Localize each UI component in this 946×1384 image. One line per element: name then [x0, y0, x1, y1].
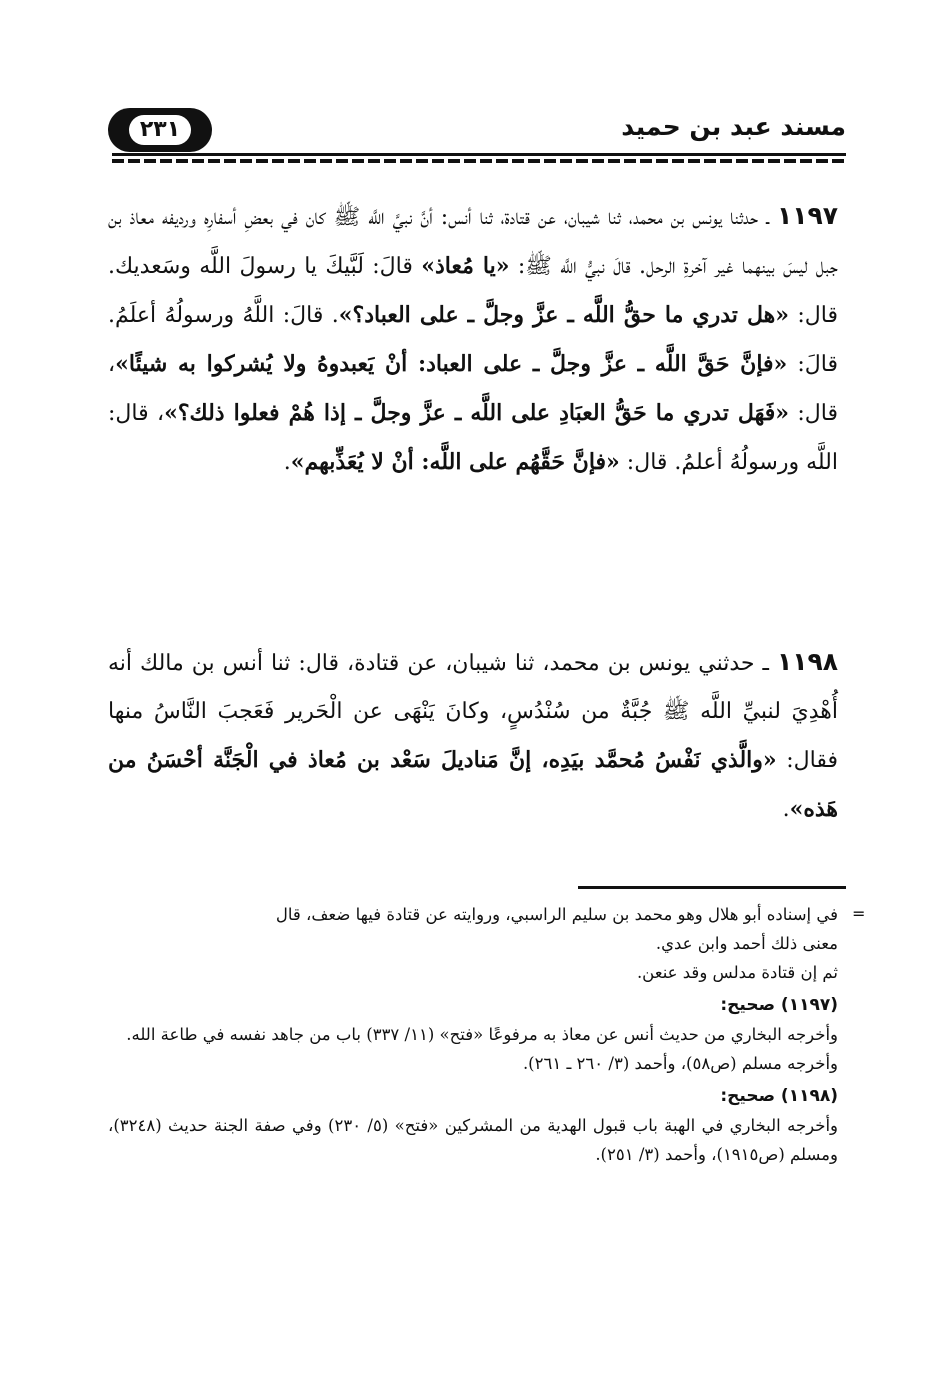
hadith-text: ، قال: — [108, 352, 839, 426]
hadith-1198 — [108, 638, 838, 834]
hadith-text: حدثني يونس بن محمد، ثنا شيبان، عن قتادة، قال: ثنا أنس بن مالك أنه أُهْدِيَ لنبيِّ اللَّه ﷺ جُبَّةٌ من سُنْدُسٍ، وكانَ يَنْهَى عن الْحَرير فَعَجبَ النَّاسُ منها فقال: — [108, 651, 838, 773]
book-title: مسند عبد بن حميد — [621, 112, 846, 141]
hadith-text: ، قال: اللَّه ورسولُهُ أعلمُ. قال: — [108, 401, 838, 475]
footnote-paragraph: وأخرجه البخاري في الهبة باب قبول الهدية من المشركين «فتح» (٥/ ٢٣٠) وفي صفة الجنة حديث (٣٢٤٨)، ومسلم (ص١٩١٥)، وأحمد (٣/ ٢٥١). — [108, 1116, 839, 1164]
prophet-quote: «فإنَّ حَقَّ اللَّه ـ عزَّ وجلَّ ـ على العباد: أنْ يَعبدوهُ ولا يُشركوا به شيئًا» — [115, 351, 788, 377]
hadith-text: . — [782, 797, 790, 822]
footnote-heading-1198: (١١٩٨) صحيح: — [720, 1086, 838, 1106]
hadith-text: . قالَ: اللَّهُ ورسولُهُ أعلَمُ. قالَ: — [108, 303, 838, 377]
prophet-quote: «والَّذي نَفْسُ مُحمَّد بيَدِه، إنَّ مَناديلَ سَعْد بن مُعاذ في الْجَنَّة أحْسَنُ من هَذه» — [108, 747, 838, 822]
prophet-quote: «فَهَل تدري ما حَقُّ العبَادِ على اللَّه ـ عزَّ وجلَّ ـ إذا هُمْ فعلوا ذلك؟» — [164, 400, 789, 426]
footnote-separator — [578, 886, 846, 889]
prophet-quote: «هل تدري ما حقُّ اللَّه ـ عزَّ وجلَّ ـ على العباد؟» — [338, 302, 789, 328]
page-number: ٢٣١ — [129, 115, 191, 145]
dash: ـ — [754, 651, 777, 676]
footnote-continuation-mark: = — [852, 904, 866, 923]
dash: ـ — [758, 205, 777, 230]
footnote-paragraph: وأخرجه مسلم (ص٥٨)، وأحمد (٣/ ٢٦٠ ـ ٢٦١). — [522, 1054, 838, 1073]
prophet-quote: «فإنَّ حَقَّهُم على اللَّه: أنْ لا يُعَذِّبهم» — [290, 449, 620, 475]
header-rule — [112, 153, 846, 156]
hadith-1197 — [108, 192, 838, 487]
footnote-heading-1197: (١١٩٧) صحيح: — [720, 995, 838, 1015]
hadith-text: قالَ: لَبَّيكَ يا رسولَ اللَّه وسَعديك. قال: — [108, 254, 839, 328]
header-dashed-rule — [112, 159, 846, 163]
footnote-paragraph: وأخرجه البخاري من حديث أنس عن معاذ به مرفوعًا «فتح» (١١/ ٣٣٧) باب من جاهد نفسه في طاعة الله. — [126, 1025, 838, 1044]
hadith-number: ١١٩٧ — [776, 201, 838, 230]
page-number-badge — [108, 108, 212, 152]
hadith-number: ١١٩٨ — [776, 647, 839, 676]
prophet-quote: «يا مُعاذ» — [421, 253, 510, 279]
footnote-intro-line: ثم إن قتادة مدلس وقد عنعن. — [636, 963, 838, 982]
footnotes — [108, 900, 838, 1169]
footnote-intro-line: معنى ذلك أحمد وابن عدي. — [655, 934, 838, 953]
footnote-intro-line: في إسناده أبو هلال وهو محمد بن سليم الراسبي، وروايته عن قتادة فيها ضعف، قال — [275, 905, 838, 924]
hadith-text: . — [283, 450, 291, 475]
hadith-text: حدثنا يونس بن محمد، ثنا شيبان، عن قتادة، ثنا أنس: أنَّ نبيَّ اللَّه ﷺ كان في بعضِ أسفارِه ورديفه معاذ بن جبل ليسَ بينهما غير آخرةِ الرحل. قالَ نبيُّ اللَّه ﷺ: — [108, 205, 838, 279]
